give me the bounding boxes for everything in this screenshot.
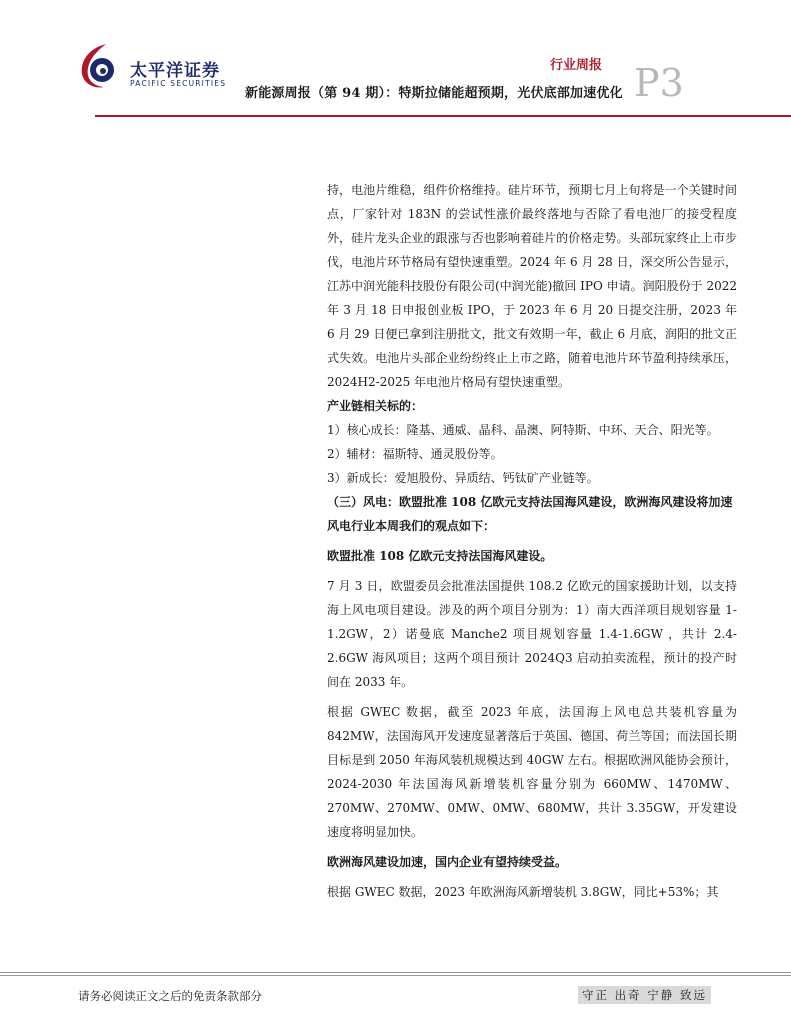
footer-divider-secondary (0, 975, 791, 976)
page-number: P3 (634, 61, 684, 105)
paragraph-pv-market: 持，电池片维稳，组件价格维持。硅片环节，预期七月上旬将是一个关键时间点，厂家针对 183N 的尝试性涨价最终落地与否除了看电池厂的接受程度外，硅片龙头企业的跟涨与否也影响着硅片的价格走势。头部玩家终止上市步伐，电池片环节格局有望快速重塑。2024 年 6 月 28 日，深交所公告显示，江苏中润光能科技股份有限公司(中润光能)撤回 IPO 申请。润阳股份于 2022 年 3 月 18 日申报创业板 IPO，于 2023 年 6 月 20 日提交注册，2023 年 6 月 29 日便已拿到注册批文，批文有效期一年，截止 6 月底，润阳的批文正式失效。电池片头部企业纷纷终止上市之路，随着电池片环节盈利持续承压，2024H2-2025 年电池片格局有望快速重塑。 (327, 183, 738, 389)
targets-title: 产业链相关标的： (327, 399, 424, 413)
brand-name-en: PACIFIC SECURITIES (130, 79, 227, 88)
footer-slogan: 守正 出奇 宁静 致远 (578, 986, 711, 1004)
footer-divider (0, 972, 791, 973)
subheading-eu-approval: 欧盟批准 108 亿欧元支持法国海风建设。 (327, 549, 553, 563)
section-wind-title: （三）风电：欧盟批准 108 亿欧元支持法国海风建设，欧洲海风建设将加速 (327, 495, 733, 509)
target-item-2: 2）辅材：福斯特、通灵股份等。 (327, 447, 503, 461)
page-header (0, 0, 791, 120)
footer-disclaimer: 请务必阅读正文之后的免责条款部分 (78, 989, 262, 1003)
report-type: 行业周报 (550, 58, 603, 73)
subheading-europe-offshore: 欧洲海风建设加速，国内企业有望持续受益。 (327, 855, 568, 869)
paragraph-france-capacity: 根据 GWEC 数据，截至 2023 年底，法国海上风电总共装机容量为 842MW，法国海风开发速度显著落后于英国、德国、荷兰等国；而法国长期目标是到 2050 年海风装机规模达到 40GW 左右。根据欧洲风能协会预计，2024-2030 年法国海风新增装机容量分别为 660MW、1470MW、270MW、270MW、0MW、0MW、680MW，共计 3.35GW，开发建设速度将明显加快。 (327, 705, 737, 839)
paragraph-europe-installs: 根据 GWEC 数据，2023 年欧洲海风新增装机 3.8GW，同比+53%；其 (327, 885, 719, 899)
wind-view-title: 风电行业本周我们的观点如下： (327, 519, 496, 533)
main-content (327, 178, 737, 904)
report-title: 新能源周报（第 94 期）：特斯拉储能超预期，光伏底部加速优化 (245, 86, 623, 101)
pacific-securities-logo-icon (76, 42, 124, 90)
paragraph-eu-aid: 7 月 3 日，欧盟委员会批准法国提供 108.2 亿欧元的国家援助计划，以支持海上风电项目建设。涉及的两个项目分别为：1）南大西洋项目规划容量 1-1.2GW，2）诺曼底 Manche2 项目规划容量 1.4-1.6GW ，共计 2.4-2.6GW 海风项目；这两个项目预计 2024Q3 启动拍卖流程，预计的投产时间在 2033 年。 (327, 579, 737, 689)
target-item-3: 3）新成长：爱旭股份、异质结、钙钛矿产业链等。 (327, 471, 599, 485)
header-divider (95, 115, 791, 117)
brand-name-cn: 太平洋证券 (130, 61, 220, 81)
target-item-1: 1）核心成长：隆基、通威、晶科、晶澳、阿特斯、中环、天合、阳光等。 (327, 423, 719, 437)
